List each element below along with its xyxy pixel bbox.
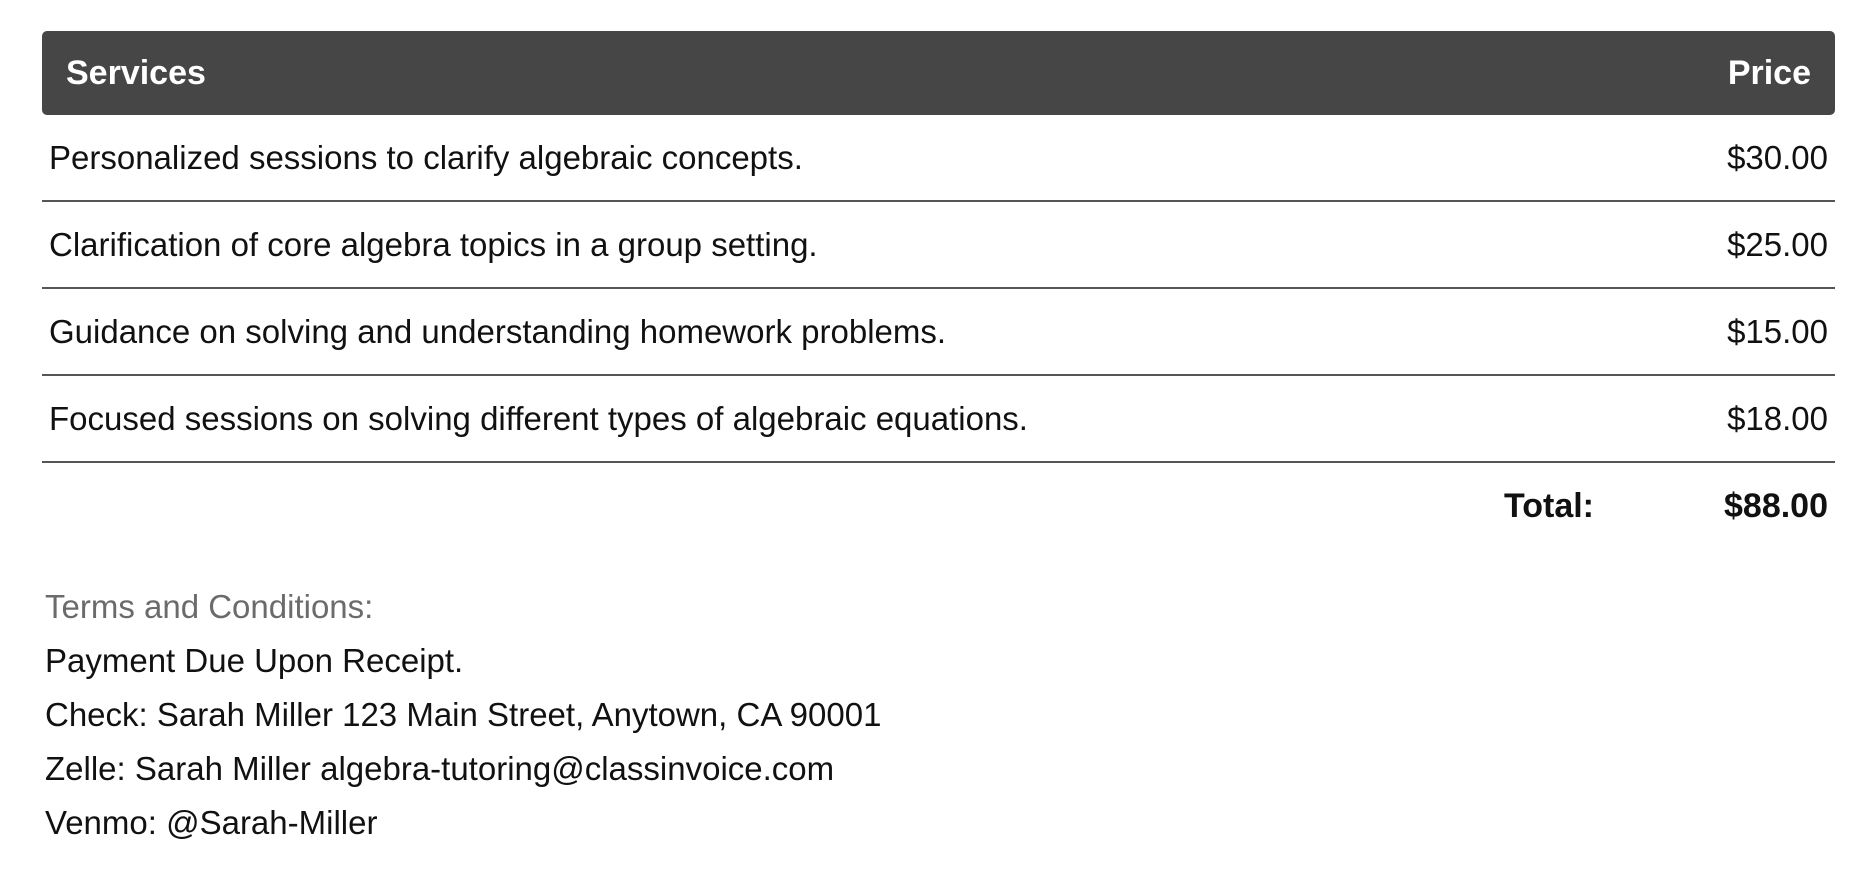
price-column-header: Price [1727, 53, 1811, 92]
table-header [42, 31, 1835, 115]
check-payment-info: Check: Sarah Miller 123 Main Street, Anytown, CA 90001 [45, 696, 882, 733]
zelle-payment-info: Zelle: Sarah Miller algebra-tutoring@classinvoice.com [45, 750, 835, 787]
terms-and-conditions [45, 580, 881, 850]
table-row [42, 115, 1835, 202]
table-row [42, 289, 1835, 376]
service-description: Clarification of core algebra topics in a group setting. [49, 225, 818, 263]
terms-title: Terms and Conditions: [45, 588, 374, 625]
service-description: Guidance on solving and understanding homework problems. [49, 312, 947, 350]
total-row [42, 463, 1835, 549]
total-label: Total: [1503, 486, 1594, 525]
table-row [42, 202, 1835, 289]
payment-due-note: Payment Due Upon Receipt. [45, 642, 464, 679]
services-column-header: Services [66, 53, 206, 92]
service-description: Focused sessions on solving different types of algebraic equations. [49, 399, 1028, 437]
service-description: Personalized sessions to clarify algebraic concepts. [49, 138, 803, 176]
service-price: $30.00 [1727, 138, 1828, 176]
service-price: $25.00 [1727, 225, 1828, 263]
total-value: $88.00 [1724, 486, 1828, 525]
services-table [42, 31, 1835, 549]
service-price: $15.00 [1727, 312, 1828, 350]
table-row [42, 376, 1835, 463]
venmo-payment-info: Venmo: @Sarah-Miller [45, 804, 378, 841]
service-price: $18.00 [1727, 399, 1828, 437]
